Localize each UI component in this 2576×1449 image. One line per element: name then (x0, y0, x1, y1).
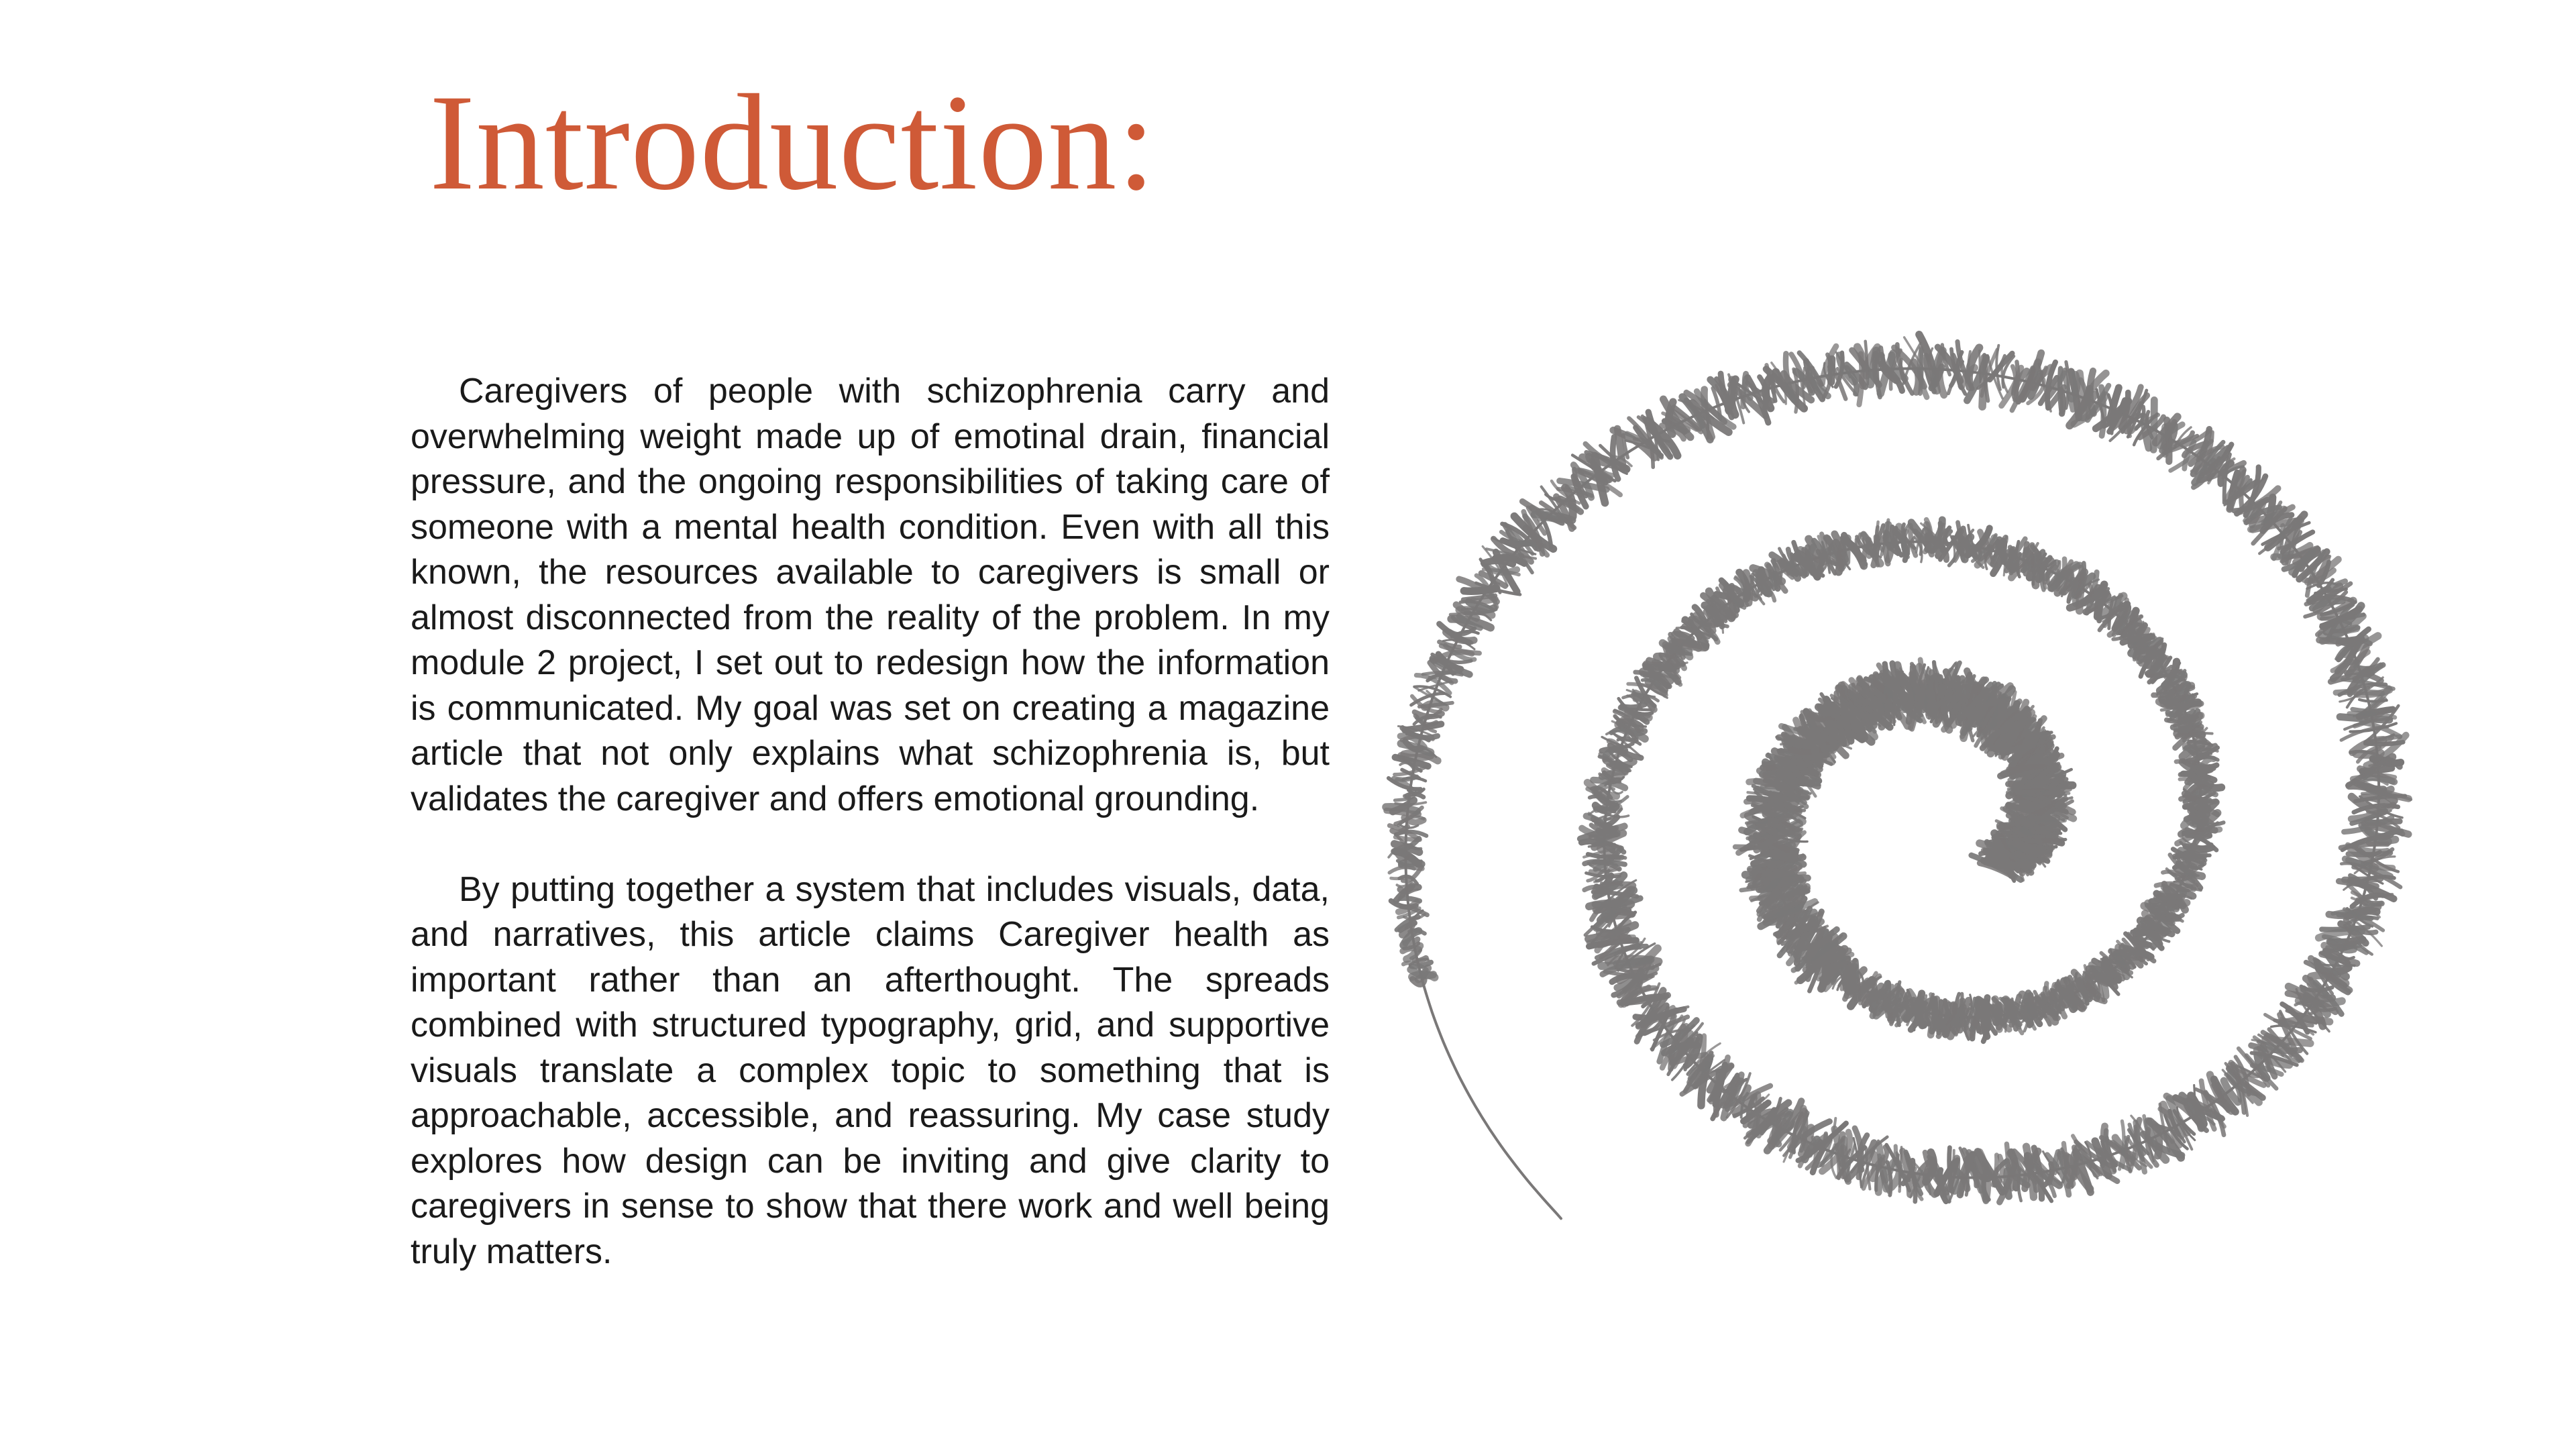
spiral-scribble-stroke (1660, 654, 1680, 656)
page-title: Introduction: (429, 66, 1157, 219)
spiral-scribble-stroke (1401, 898, 1420, 901)
spiral-scribble-stroke (2061, 390, 2063, 414)
scribble-spiral-illustration (1342, 228, 2536, 1382)
spiral-scribble-stroke (1939, 356, 1944, 394)
spiral-scribble-stroke (1401, 755, 1431, 757)
spiral-scribble-stroke (1415, 958, 1426, 961)
intro-text-block (411, 369, 1330, 1275)
spiral-scribble-stroke (1391, 877, 1410, 879)
intro-paragraph-2: By putting together a system that includes visuals, data, and narratives, this article claims Caregiver health as important rather than an afterthought. The spreads combined with structured typography, grid, and supportive visuals translate a complex topic to something that is approachable, accessible, and reassuring. My case study explores how design can be inviting and give clarity to caregivers in sense to show that there work and well being truly matters. (411, 869, 1330, 1271)
intro-paragraph-1: Caregivers of people with schizophrenia carry and overwhelming weight made up of emotinal drain, financial pressure, and the ongoing responsibilities of taking care of someone with a mental health condition. Even with all this known, the resources available to caregivers is small or almost disconnected from the reality of the problem. In my module 2 project, I set out to redesign how the information is communicated. My goal was set on creating a magazine article that not only explains what schizophrenia is, but validates the caregiver and offers emotional grounding. (411, 372, 1330, 818)
spiral-icon (1342, 228, 2536, 1382)
